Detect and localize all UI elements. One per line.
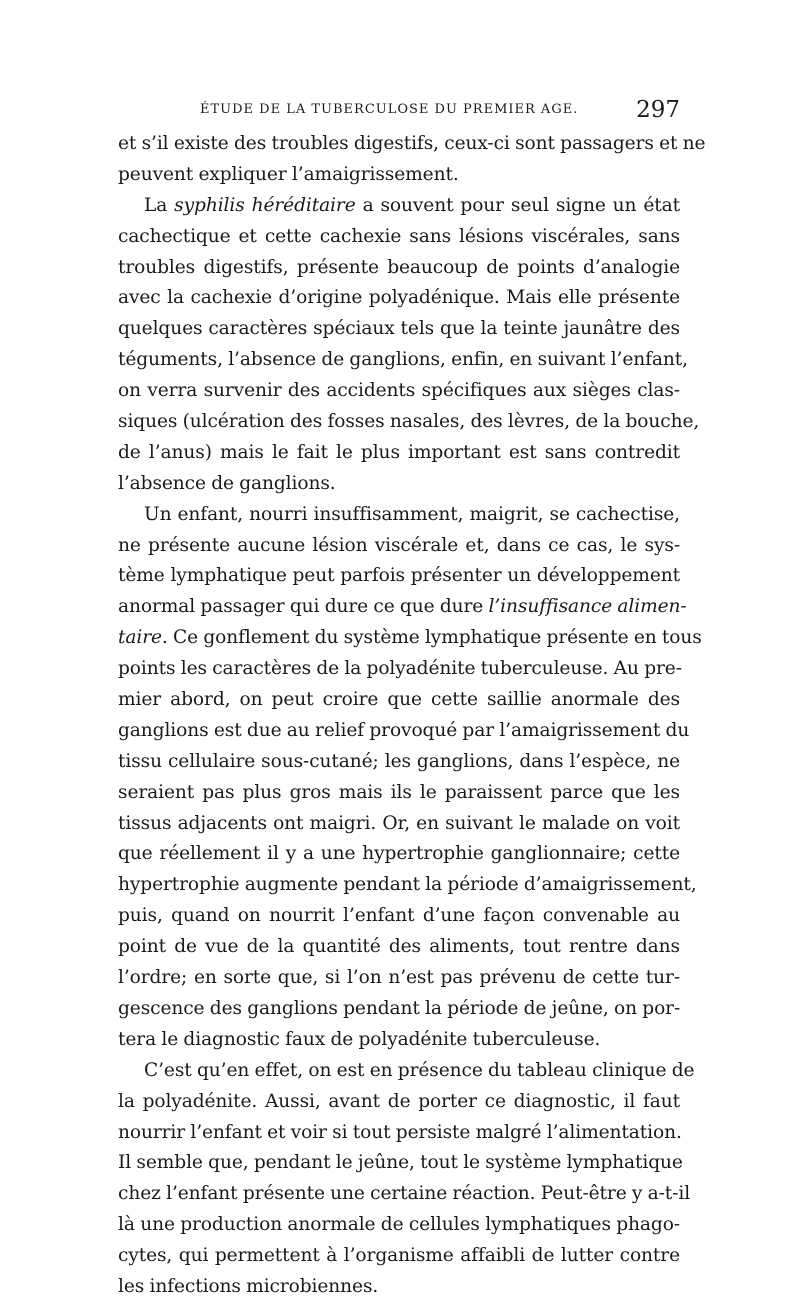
text-line [118,1056,695,1087]
text-segment: points les caractères de la polyadénite tuberculeuse. Au pre- [118,658,682,680]
text-segment: l’absence de ganglions. [118,472,336,494]
text-line [118,685,680,716]
text-segment: hypertrophie augmente pendant la période d’amaigrissement, [118,874,697,896]
text-segment: C’est qu’en effet, on est en présence du tableau clinique de [144,1059,695,1081]
text-line [118,901,680,932]
text-segment: avec la cachexie d’origine polyadénique. Mais elle présente [118,287,680,309]
running-head-title: ÉTUDE DE LA TUBERCULOSE DU PREMIER AGE. [200,102,579,117]
text-line [118,283,680,314]
text-line [118,1087,680,1118]
text-line [118,345,688,376]
text-line [118,469,680,500]
text-line [118,1118,680,1149]
italic-text: syphilis héréditaire [174,194,356,216]
italic-text: l’insuffisance alimen- [488,596,687,618]
text-segment: l’ordre; en sorte que, si l’on n’est pas prévenu de cette tur- [118,967,680,989]
text-segment: anormal passager qui dure ce que dure [118,596,489,618]
italic-text: taire [118,627,162,649]
text-line [118,531,680,562]
text-line [118,222,680,253]
text-segment: ne présente aucune lésion viscérale et, dans ce cas, le sys- [118,534,680,556]
page-number: 297 [636,97,680,123]
text-segment: nourrir l’enfant et voir si tout persiste malgré l’alimentation. [118,1121,682,1143]
text-segment: . Ce gonflement du système lymphatique présente en tous [161,627,702,649]
text-line [118,716,690,747]
text-line [118,839,680,870]
text-line [118,870,697,901]
text-line [118,376,680,407]
text-line [118,1025,680,1056]
text-segment: tème lymphatique peut parfois présenter un développement [118,565,680,587]
text-segment: chez l’enfant présente une certaine réaction. Peut-être y a-t-il [118,1183,691,1205]
text-line [118,500,680,531]
text-segment: et s’il existe des troubles digestifs, ceux-ci sont passagers et ne [118,133,706,154]
text-line [118,809,680,840]
text-line [118,438,680,469]
text-line [118,963,680,994]
text-line [118,592,687,623]
text-line [118,747,680,778]
text-segment: on verra survenir des accidents spécifiques aux sièges clas- [118,380,680,402]
text-segment: a souvent pour seul signe un état [355,194,680,216]
text-line [118,314,680,345]
text-segment: tera le diagnostic faux de polyadénite tuberculeuse. [118,1028,601,1050]
text-segment: cachectique et cette cachexie sans lésions viscérales, sans [118,225,680,247]
text-segment: puis, quand on nourrit l’enfant d’une façon convenable au [118,905,680,927]
text-segment: mier abord, on peut croire que cette saillie anormale des [118,689,680,711]
text-line [118,1179,691,1210]
text-line [118,654,680,685]
running-head [118,99,680,123]
text-segment: seraient pas plus gros mais ils le paraissent parce que les [118,781,680,803]
text-segment: que réellement il y a une hypertrophie ganglionnaire; cette [118,843,680,865]
text-segment: La [144,194,175,216]
text-line [118,160,680,191]
text-line [118,994,680,1025]
text-segment: siques (ulcération des fosses nasales, des lèvres, de la bouche, [118,411,700,433]
text-segment: la polyadénite. Aussi, avant de porter ce diagnostic, il faut [118,1090,680,1112]
text-line [118,407,700,438]
text-segment: Il semble que, pendant le jeûne, tout le système lymphatique [118,1152,683,1174]
text-segment: téguments, l’absence de ganglions, enfin, en suivant l’enfant, [118,349,688,371]
text-segment: gescence des ganglions pendant la période de jeûne, on por- [118,997,681,1019]
text-segment: Un enfant, nourri insuffisamment, maigrit, se cachectise, [144,503,680,525]
text-segment: là une production anormale de cellules lymphatiques phago- [118,1214,680,1236]
text-segment: ganglions est due au relief provoqué par l’amaigrissement du [118,719,690,741]
text-line [118,253,680,284]
text-segment: cytes, qui permettent à l’organisme affaibli de lutter contre [118,1245,680,1267]
text-line [118,623,702,654]
text-line [118,191,680,222]
text-segment: troubles digestifs, présente beaucoup de points d’analogie [118,256,680,278]
text-segment: tissus adjacents ont maigri. Or, en suivant le malade on voit [118,812,680,834]
text-line [118,932,680,963]
text-line [118,561,680,592]
text-segment: point de vue de la quantité des aliments, tout rentre dans [118,936,680,958]
text-segment: les infections microbiennes. [118,1275,379,1297]
text-segment: quelques caractères spéciaux tels que la teinte jaunâtre des [118,318,680,340]
text-line [118,129,706,160]
body-text [118,129,706,1303]
text-line [118,1241,680,1272]
text-line [118,778,680,809]
text-segment: de l’anus) mais le fait le plus important est sans contredit [118,441,680,463]
text-segment: peuvent expliquer l’amaigrissement. [118,163,459,185]
text-line [118,1272,680,1303]
text-segment: tissu cellulaire sous-cutané; les ganglions, dans l’espèce, ne [118,750,680,772]
text-line [118,1148,683,1179]
